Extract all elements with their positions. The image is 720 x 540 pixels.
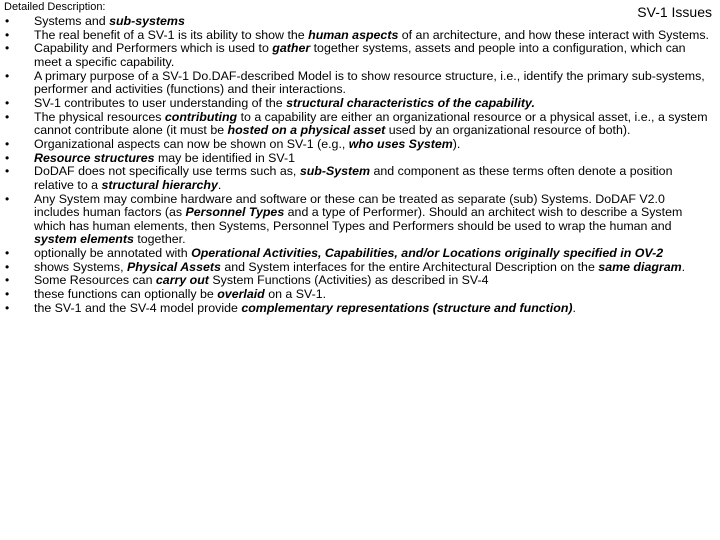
list-item: • DoDAF does not specifically use terms such as, sub-System and component as these terms often denote a position relative to a structural hierarchy.: [4, 165, 710, 192]
bullet-list: [4, 15, 710, 315]
list-item: • optionally be annotated with Operational Activities, Capabilities, and/or Locations originally specified in OV-2: [4, 247, 710, 261]
page-title: SV-1 Issues: [637, 4, 712, 20]
list-item: • shows Systems, Physical Assets and System interfaces for the entire Architectural Description on the same diagram.: [4, 261, 710, 275]
list-item: • Organizational aspects can now be shown on SV-1 (e.g., who uses System).: [4, 138, 710, 152]
list-item: • The physical resources contributing to a capability are either an organizational resource or a physical asset, i.e., a system cannot contribute alone (it must be hosted on a physical asset used by an organizational resource of both).: [4, 111, 710, 138]
list-item: • The real benefit of a SV-1 is its ability to show the human aspects of an architecture, and how these interact with Systems.: [4, 29, 710, 43]
list-item: • A primary purpose of a SV-1 Do.DAF-described Model is to show resource structure, i.e., identify the primary sub-systems, performer and activities (functions) and their interactions.: [4, 70, 710, 97]
list-item: • these functions can optionally be overlaid on a SV-1.: [4, 288, 710, 302]
list-item: • Some Resources can carry out System Functions (Activities) as described in SV-4: [4, 274, 710, 288]
list-item: • the SV-1 and the SV-4 model provide complementary representations (structure and function).: [4, 302, 710, 316]
caption-label: Detailed Description:: [4, 1, 106, 13]
list-item: • Resource structures may be identified in SV-1: [4, 152, 710, 166]
list-item: • Systems and sub-systems: [4, 15, 710, 29]
list-item: • Capability and Performers which is used to gather together systems, assets and people into a configuration, which can meet a specific capability.: [4, 42, 710, 69]
list-item: • Any System may combine hardware and software or these can be treated as separate (sub) Systems. DoDAF V2.0 includes human factors (as Personnel Types and a type of Performer). Should an architect wish to describe a System which has human elements, then Systems, Personnel Types and Performers should be used to wrap the human and system elements together.: [4, 193, 710, 247]
list-item: • SV-1 contributes to user understanding of the structural characteristics of the capability.: [4, 97, 710, 111]
